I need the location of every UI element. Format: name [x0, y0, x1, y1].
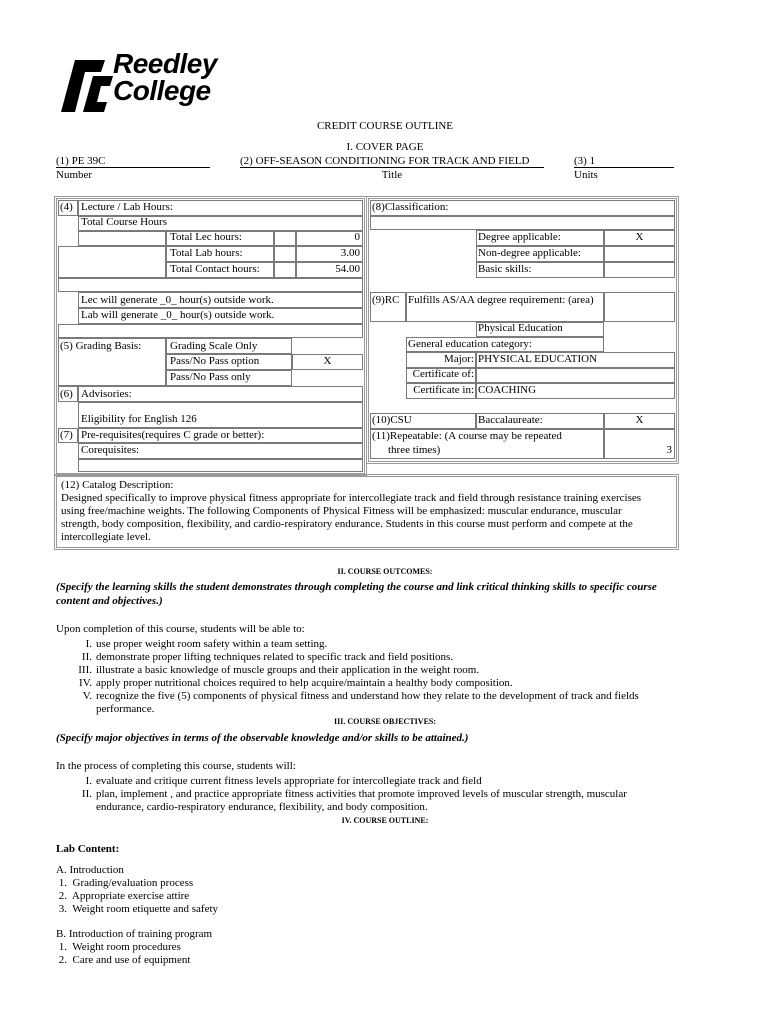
- non-degree-label: Non-degree applicable:: [478, 247, 581, 259]
- major-label: Major:: [444, 353, 474, 365]
- outline-a-item-2: 2. Appropriate exercise attire: [56, 890, 190, 902]
- outcome-text-1: use proper weight room safety within a team setting.: [96, 638, 328, 650]
- major-value: PHYSICAL EDUCATION: [478, 353, 598, 365]
- outcomes-instruction-2: content and objectives.): [56, 595, 163, 607]
- lecture-lab-num: (4): [60, 201, 73, 213]
- objectives-heading: III. COURSE OBJECTIVES:: [333, 717, 437, 726]
- total-contact-value: 54.00: [335, 263, 360, 275]
- outcome-text-2: demonstrate proper lifting techniques related to specific track and field positions.: [96, 651, 454, 663]
- pass-no-pass-mark: X: [323, 355, 332, 367]
- outline-b-title: B. Introduction of training program: [56, 928, 213, 940]
- outcome-num-2: II.: [81, 651, 92, 663]
- certificate-in-value: COACHING: [478, 384, 537, 396]
- eligibility-text: Eligibility for English 126: [81, 413, 197, 425]
- outcomes-instruction-1: (Specify the learning skills the student demonstrates through completing the course and link critical thinking skills to specific course: [56, 581, 657, 593]
- title-value: (2) OFF-SEASON CONDITIONING FOR TRACK AND FIELD: [240, 155, 544, 168]
- degree-applicable-label: Degree applicable:: [478, 231, 561, 243]
- catalog-line-3: strength, body composition, flexibility, and cardio-respiratory endurance. Students in this course must perform and compete at the: [61, 518, 633, 530]
- pass-no-pass-only: Pass/No Pass only: [170, 371, 251, 383]
- lec-outside-work: Lec will generate _0_ hour(s) outside work.: [81, 294, 274, 306]
- total-lab-label: Total Lab hours:: [170, 247, 243, 259]
- rc-label: (9)RC: [372, 294, 400, 306]
- total-lec-label: Total Lec hours:: [170, 231, 242, 243]
- outcome-text-4: apply proper nutritional choices required to help acquire/maintain a healthy body composition.: [96, 677, 513, 689]
- outcome-num-4: IV.: [79, 677, 92, 689]
- pass-no-pass-option: Pass/No Pass option: [170, 355, 260, 367]
- outcome-num-1: I.: [85, 638, 92, 650]
- lab-outside-work: Lab will generate _0_ hour(s) outside work.: [81, 309, 275, 321]
- outcomes-heading: II. COURSE OUTCOMES:: [337, 567, 433, 576]
- outline-a-title: A. Introduction: [56, 864, 124, 876]
- grading-basis-label: (5) Grading Basis:: [60, 340, 142, 352]
- catalog-line-4: intercollegiate level.: [61, 531, 151, 543]
- prereq-label: Pre-requisites(requires C grade or better):: [81, 429, 265, 441]
- repeatable-label-line1: (11)Repeatable: (A course may be repeated: [372, 430, 562, 442]
- physical-education-area: Physical Education: [478, 322, 563, 334]
- outcome-text-5: recognize the five (5) components of physical fitness and understand how they relate to the development of track and fields: [96, 690, 639, 702]
- outcome-text-5-cont: performance.: [96, 703, 155, 715]
- basic-skills-label: Basic skills:: [478, 263, 532, 275]
- objective-num-2: II.: [81, 788, 92, 800]
- catalog-line-1: Designed specifically to improve physical fitness appropriate for intercollegiate track and field through resistance training exercises: [61, 492, 642, 504]
- grading-scale-only: Grading Scale Only: [170, 340, 258, 352]
- cover-page-heading: I. COVER PAGE: [346, 141, 424, 153]
- objective-text-1: evaluate and critique current fitness levels appropriate for intercollegiate track and field: [96, 775, 482, 787]
- outline-heading: IV. COURSE OUTLINE:: [341, 816, 429, 825]
- repeatable-label-line2: three times): [388, 444, 441, 456]
- units-value: (3) 1: [574, 155, 674, 168]
- objective-text-2-cont: endurance, cardio-respiratory endurance, flexibility, and body composition.: [96, 801, 428, 813]
- title-label: Title: [381, 169, 403, 181]
- lab-content-label: Lab Content:: [56, 843, 120, 855]
- outcome-num-3: III.: [78, 664, 92, 676]
- total-course-hours-label: Total Course Hours: [81, 216, 167, 228]
- total-lec-value: 0: [354, 231, 360, 243]
- coreq-label: Corequisites:: [81, 444, 140, 456]
- advisories-num: (6): [60, 388, 73, 400]
- objective-text-2: plan, implement , and practice appropriate fitness activities that promote improved levels of muscular strength, muscular: [96, 788, 627, 800]
- advisories-label: Advisories:: [81, 388, 132, 400]
- classification-label: (8)Classification:: [372, 201, 449, 213]
- certificate-of-label: Certificate of:: [412, 368, 474, 380]
- baccalaureate-mark: X: [635, 414, 644, 426]
- units-label: Units: [574, 169, 598, 181]
- repeatable-value: 3: [666, 444, 672, 456]
- total-contact-label: Total Contact hours:: [170, 263, 260, 275]
- outline-a-item-3: 3. Weight room etiquette and safety: [56, 903, 219, 915]
- outcome-text-3: illustrate a basic knowledge of muscle groups and their application in the weight room.: [96, 664, 480, 676]
- certificate-in-label: Certificate in:: [413, 384, 474, 396]
- fulfills-label: Fulfills AS/AA degree requirement: (area): [408, 294, 594, 306]
- number-value: (1) PE 39C: [56, 155, 210, 168]
- outline-b-item-2: 2. Care and use of equipment: [56, 954, 191, 966]
- lecture-lab-label: Lecture / Lab Hours:: [81, 201, 173, 213]
- baccalaureate-label: Baccalaureate:: [478, 414, 543, 426]
- prereq-num: (7): [60, 429, 73, 441]
- outline-b-item-1: 1. Weight room procedures: [56, 941, 181, 953]
- outline-a-item-1: 1. Grading/evaluation process: [56, 877, 194, 889]
- logo-wordmark: Reedley College: [113, 48, 217, 106]
- general-ed-label: General education category:: [408, 338, 532, 350]
- outcome-num-5: V.: [82, 690, 92, 702]
- catalog-line-2: using free/machine weights. The following Components of Physical Fitness will be emphasized: muscular endurance, muscular: [61, 505, 622, 517]
- objectives-instruction: (Specify major objectives in terms of the observable knowledge and/or skills to be attained.): [56, 732, 469, 744]
- total-lab-value: 3.00: [340, 247, 360, 259]
- doc-title: CREDIT COURSE OUTLINE: [316, 120, 454, 132]
- objective-num-1: I.: [85, 775, 92, 787]
- number-label: Number: [56, 169, 93, 181]
- outcomes-intro: Upon completion of this course, students will be able to:: [56, 623, 305, 635]
- csu-label: (10)CSU: [372, 414, 412, 426]
- catalog-label: (12) Catalog Description:: [61, 479, 174, 491]
- degree-applicable-mark: X: [635, 231, 644, 243]
- objectives-intro: In the process of completing this course, students will:: [56, 760, 296, 772]
